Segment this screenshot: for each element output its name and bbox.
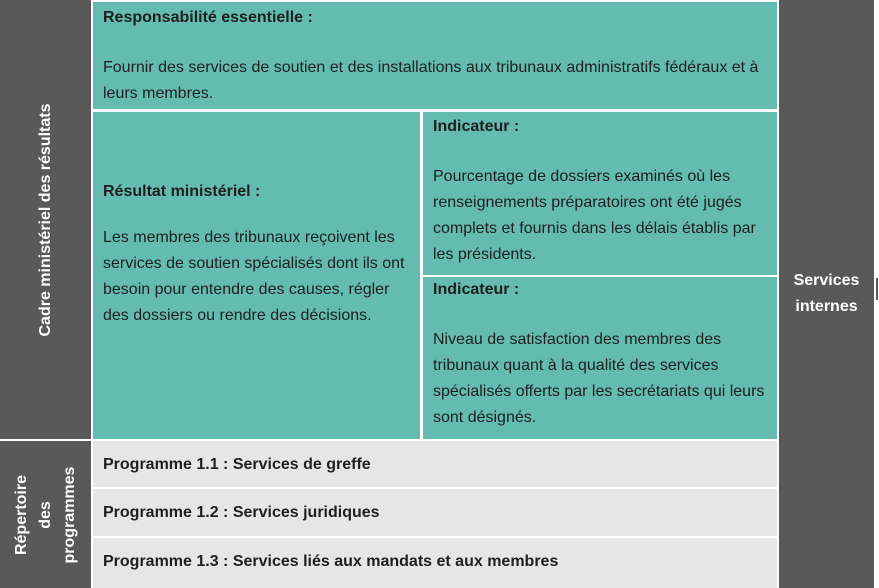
core-responsibility-box xyxy=(93,2,777,109)
results-framework-label: Cadre ministériel des résultats xyxy=(36,103,54,336)
core-responsibility-heading: Responsabilité essentielle : xyxy=(103,9,313,26)
results-framework-panel xyxy=(0,0,91,439)
program-row xyxy=(93,538,777,588)
program-inventory-label-line3: programmes xyxy=(60,466,78,563)
departmental-result-text: Les membres des tribunaux reçoivent les services de soutien spécialisés dont ils ont besoin pour entendre des causes, régler des dossiers ou rendre des décisions. xyxy=(103,229,405,324)
departmental-result-box xyxy=(93,112,420,439)
indicator-text: Niveau de satisfaction des membres des tribunaux quant à la qualité des services spécialisés offerts par les secrétariats qui leurs sont désignés. xyxy=(433,331,765,426)
program-row xyxy=(93,441,777,487)
indicator-heading: Indicateur : xyxy=(433,118,520,135)
program-label: Programme 1.1 : Services de greffe xyxy=(103,456,371,473)
program-inventory-label-line2: des xyxy=(36,500,54,529)
internal-services-label: Services internes xyxy=(793,272,860,315)
departmental-result-heading: Résultat ministériel : xyxy=(103,183,261,200)
internal-services-panel xyxy=(779,0,874,588)
program-label: Programme 1.3 : Services liés aux mandats et aux membres xyxy=(103,553,559,570)
program-label: Programme 1.2 : Services juridiques xyxy=(103,504,380,521)
indicator-text: Pourcentage de dossiers examinés où les renseignements préparatoires ont été jugés complets et fournis dans les délais établis par les présidents. xyxy=(433,168,756,263)
core-responsibility-text: Fournir des services de soutien et des installations aux tribunaux administratifs fédéraux et à leurs membres. xyxy=(103,59,759,102)
program-row xyxy=(93,489,777,536)
program-inventory-label-line1: Répertoire xyxy=(12,474,30,555)
program-inventory-label xyxy=(10,466,82,563)
indicator-box xyxy=(423,277,777,439)
program-inventory-panel xyxy=(0,441,91,588)
indicator-box xyxy=(423,112,777,275)
edge-divider xyxy=(876,278,878,300)
indicator-heading: Indicateur : xyxy=(433,281,520,298)
